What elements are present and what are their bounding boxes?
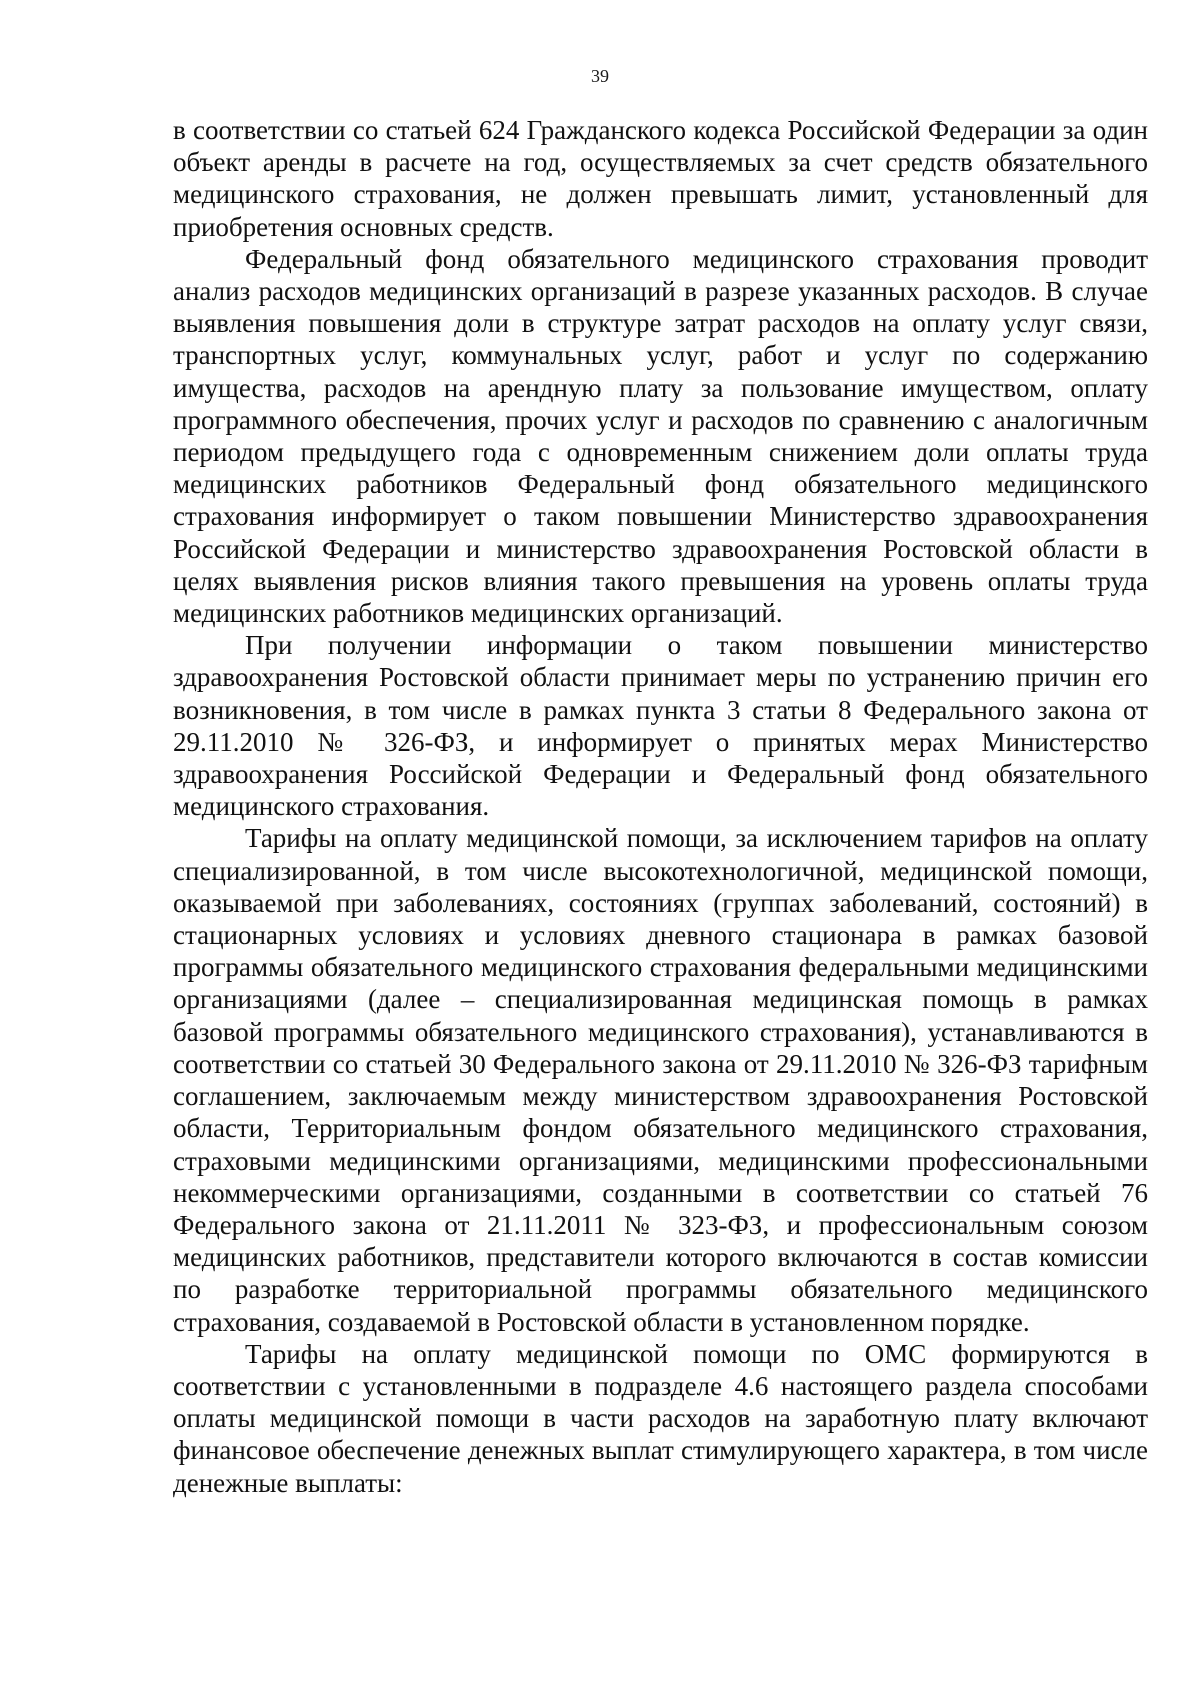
page-number: 39 <box>591 66 609 86</box>
paragraph-tariff-agreement: Тарифы на оплату медицинской помощи, за исключением тарифов на оплату специализированной, в том числе высокотехнологичной, медицинской помощи, оказываемой при заболеваниях, состояниях (группах заболеваний, состояний) в стационарных условиях и условиях дневного стационара в рамках базовой программы обязательного медицинского страхования федеральными медицинскими организациями (далее – специализированная медицинская помощь в рамках базовой программы обязательного медицинского страхования), устанавливаются в соответствии со статьей 30 Федерального закона от 29.11.2010 № 326-ФЗ тарифным соглашением, заключаемым между министерством здравоохранения Ростовской области, Территориальным фондом обязательного медицинского страхования, страховыми медицинскими организациями, медицинскими профессиональными некоммерческими организациями, созданными в соответствии со статьей 76 Федерального закона от 21.11.2011 № 323-ФЗ, и профессиональным союзом медицинских работников, представители которого включаются в состав комиссии по разработке территориальной программы обязательного медицинского страхования, создаваемой в Ростовской области в установленном порядке. <box>173 823 1148 1337</box>
paragraph-continuation: в соответствии со статьей 624 Гражданского кодекса Российской Федерации за один объект аренды в расчете на год, осуществляемых за счет средств обязательного медицинского страхования, не должен превышать лимит, установленный для приобретения основных средств. <box>173 115 1148 242</box>
paragraph-tariff-formation: Тарифы на оплату медицинской помощи по ОМС формируются в соответствии с установленными в подразделе 4.6 настоящего раздела способами оплаты медицинской помощи в части расходов на заработную плату включают финансовое обеспечение денежных выплат стимулирующего характера, в том числе денежные выплаты: <box>173 1338 1148 1498</box>
paragraph-ffoms-analysis: Федеральный фонд обязательного медицинского страхования проводит анализ расходов медицинских организаций в разрезе указанных расходов. В случае выявления повышения доли в структуре затрат расходов на оплату услуг связи, транспортных услуг, коммунальных услуг, работ и услуг по содержанию имущества, расходов на арендную плату за пользование имуществом, оплату программного обеспечения, прочих услуг и расходов по сравнению с аналогичным периодом предыдущего года с одновременным снижением доли оплаты труда медицинских работников Федеральный фонд обязательного медицинского страхования информирует о таком повышении Министерство здравоохранения Российской Федерации и министерство здравоохранения Ростовской области в целях выявления рисков влияния такого превышения на уровень оплаты труда медицинских работников медицинских организаций. <box>173 243 1148 629</box>
paragraph-ministry-measures: При получении информации о таком повышении министерство здравоохранения Ростовской области принимает меры по устранению причин его возникновения, в том числе в рамках пункта 3 статьи 8 Федерального закона от 29.11.2010 № 326-ФЗ, и информирует о принятых мерах Министерство здравоохранения Российской Федерации и Федеральный фонд обязательного медицинского страхования. <box>173 630 1148 822</box>
document-body <box>173 114 1148 1499</box>
